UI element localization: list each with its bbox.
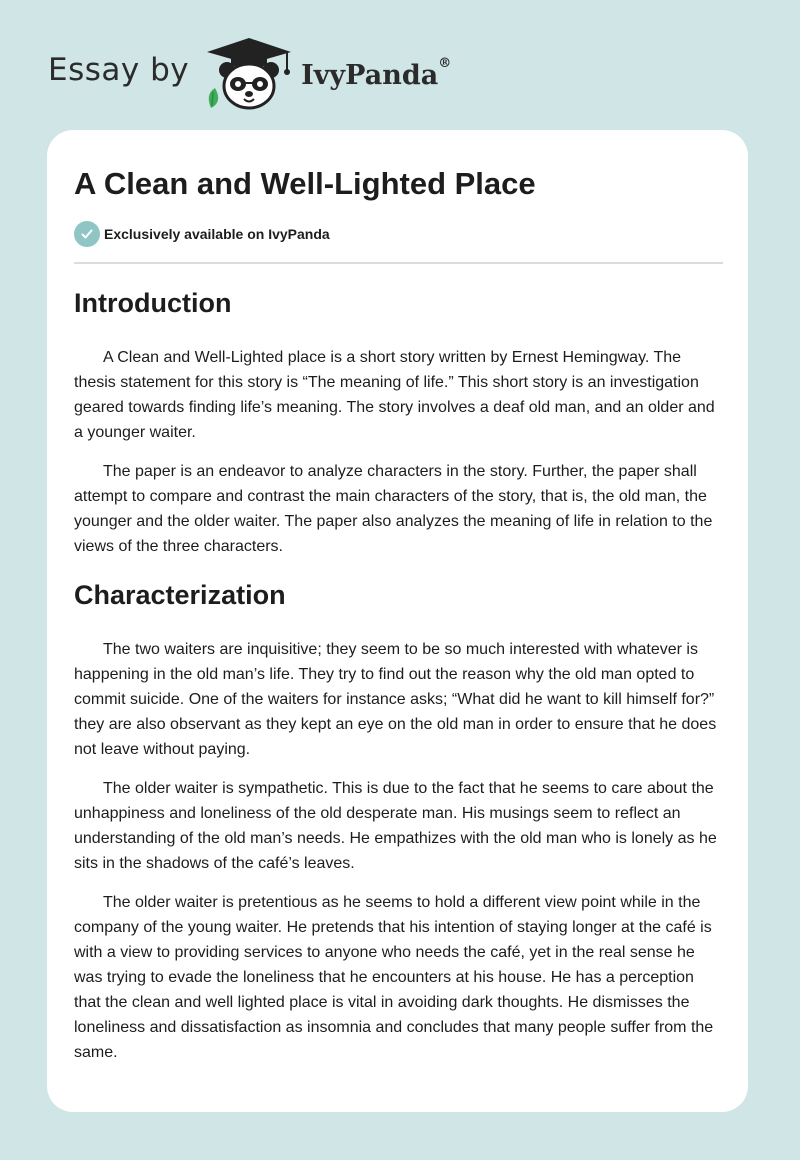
paragraph: The older waiter is pretentious as he seems to hold a different view point while in the company of the young waiter. He pretends that his intention of staying longer at the café is with a view to providing services to anyone who needs the café, yet in the real sense he was trying to evade the loneliness that he encounters at his house. He has a perception that the clean and well lighted place is vital in avoiding dark thoughts. He dismisses the loneliness and dissatisfaction as insomnia and concludes that many people suffer from the same.: [74, 894, 714, 1061]
exclusive-badge: [74, 221, 723, 247]
check-circle-icon: [74, 221, 100, 247]
essay-title: A Clean and Well-Lighted Place: [74, 166, 536, 201]
essay-content: [74, 164, 723, 1065]
registered-mark: ®: [438, 55, 452, 71]
site-header: [48, 34, 451, 114]
section-heading-characterization: Characterization: [74, 580, 286, 610]
paragraph: The older waiter is sympathetic. This is due to the fact that he seems to care about the unhappiness and loneliness of the old desperate man. His musings seem to reflect an understanding of the old man’s needs. He empathizes with the old man who is lonely as he sits in the shadows of the café’s leaves.: [74, 780, 717, 872]
section-heading-introduction: Introduction: [74, 288, 232, 318]
paragraph: A Clean and Well-Lighted place is a short story written by Ernest Hemingway. The thesis statement for this story is “The meaning of life.” This short story is an investigation geared towards finding life’s meaning. The story involves a deaf old man, and an older and a younger waiter.: [74, 349, 715, 441]
essay-card: [47, 130, 748, 1112]
essay-by-label: Essay by: [48, 52, 190, 88]
ivypanda-brand-name[interactable]: IvyPanda®: [301, 55, 452, 91]
title-divider: [74, 262, 723, 264]
panda-graduate-logo-icon[interactable]: [201, 34, 297, 114]
exclusive-badge-text: Exclusively available on IvyPanda: [104, 226, 330, 242]
paragraph: The paper is an endeavor to analyze characters in the story. Further, the paper shall attempt to compare and contrast the main characters of the story, that is, the old man, the younger and the older waiter. The paper also analyzes the meaning of life in relation to the views of the three characters.: [74, 463, 713, 555]
paragraph: The two waiters are inquisitive; they seem to be so much interested with whatever is happening in the old man’s life. They try to find out the reason why the old man opted to commit suicide. One of the waiters for instance asks; “What did he want to kill himself for?” they are also observant as they kept an eye on the old man in order to ensure that he does not leave without paying.: [74, 641, 717, 758]
